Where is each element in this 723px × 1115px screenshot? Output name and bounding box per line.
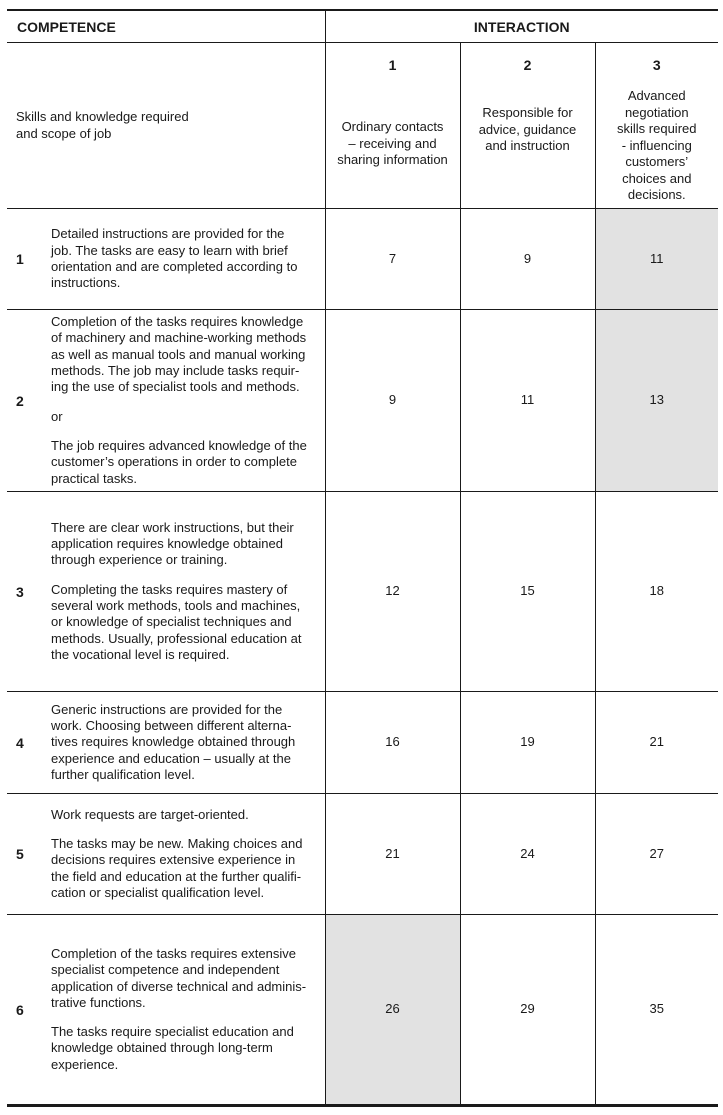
text-line: as well as manual tools and manual working (51, 346, 306, 362)
level-desc-line: and instruction (485, 138, 570, 153)
description-paragraph (51, 946, 319, 1011)
text-line: knowledge obtained through long-term (51, 1040, 273, 1056)
skills-label-line: Skills and knowledge required (16, 109, 189, 124)
level-desc-line: – receiving and (348, 135, 437, 151)
competence-cell (7, 209, 325, 310)
table-row (7, 209, 718, 310)
description-paragraph (51, 438, 319, 487)
points-cell: 27 (595, 794, 718, 915)
text-line: methods. Usually, professional education at (51, 630, 302, 646)
level-desc-line: sharing information (337, 152, 448, 167)
level-desc-line: skills required (617, 121, 697, 136)
text-line: of machinery and machine-working methods (51, 330, 307, 346)
description-paragraph (51, 807, 319, 823)
text-line: Detailed instructions are provided for the (51, 226, 285, 242)
description-paragraph (51, 226, 319, 291)
text-line: trative functions. (51, 994, 146, 1010)
table-row (7, 492, 718, 692)
description-paragraph (51, 314, 319, 395)
text-line: methods. The job may include tasks requir- (51, 363, 300, 379)
text-line: application requires knowledge obtained (51, 536, 283, 552)
level-desc-line: negotiation (624, 104, 689, 120)
text-line: Completion of the tasks requires knowledge (51, 314, 304, 330)
text-line: There are clear work instructions, but their (51, 519, 294, 535)
competence-description (51, 946, 319, 1073)
text-line: application of diverse technical and adminis- (51, 978, 307, 994)
text-line: instructions. (51, 275, 121, 291)
competence-level-number: 4 (16, 734, 24, 751)
interaction-level-2 (460, 43, 595, 209)
level-desc-line: decisions. (627, 187, 686, 202)
competence-level-number: 2 (16, 392, 24, 409)
text-line: experience. (51, 1056, 119, 1072)
text-line: The job requires advanced knowledge of the (51, 437, 307, 453)
level-number: 3 (652, 57, 661, 73)
points-cell: 12 (325, 492, 460, 692)
text-line: decisions requires extensive experience in (51, 852, 296, 868)
text-line: customer’s operations in order to complete (51, 454, 297, 470)
text-line: several work methods, tools and machines, (51, 598, 301, 613)
text-line: specialist competence and independent (51, 962, 280, 978)
level-number: 1 (388, 57, 397, 73)
competence-cell (7, 794, 325, 915)
text-line: or (51, 408, 63, 424)
text-line: experience and education – usually at the (51, 750, 291, 766)
table-row (7, 915, 718, 1106)
competence-level-number: 1 (16, 250, 24, 267)
level-description (330, 119, 456, 169)
text-line: the field and education at the further qualifi- (51, 868, 302, 884)
interaction-level-1 (325, 43, 460, 209)
description-paragraph (51, 702, 319, 783)
points-cell: 9 (460, 209, 595, 310)
header-row (7, 10, 718, 43)
points-cell: 9 (325, 310, 460, 492)
level-header-row (7, 43, 718, 209)
points-cell: 29 (460, 915, 595, 1106)
interaction-level-3 (595, 43, 718, 209)
text-line: practical tasks. (51, 470, 137, 486)
level-desc-line: - influencing (621, 137, 692, 153)
competence-interaction-table (7, 9, 718, 1107)
points-cell-highlighted: 13 (595, 310, 718, 492)
description-paragraph (51, 582, 319, 663)
competence-description (51, 226, 319, 291)
points-cell: 19 (460, 692, 595, 794)
competence-description (51, 314, 319, 487)
table-row (7, 794, 718, 915)
competence-heading: COMPETENCE (7, 10, 325, 43)
description-paragraph (51, 1024, 319, 1073)
points-cell: 24 (460, 794, 595, 915)
points-cell: 35 (595, 915, 718, 1106)
text-line: ing the use of specialist tools and methods. (51, 379, 300, 395)
text-line: through experience or training. (51, 552, 228, 568)
text-line: job. The tasks are easy to learn with brief (51, 242, 288, 258)
text-line: Generic instructions are provided for the (51, 701, 283, 717)
text-line: the vocational level is required. (51, 646, 230, 662)
level-desc-line: Responsible for (482, 105, 573, 120)
level-description (465, 105, 591, 155)
competence-cell (7, 492, 325, 692)
points-cell: 21 (595, 692, 718, 794)
points-cell-highlighted: 11 (595, 209, 718, 310)
text-line: The tasks require specialist education and (51, 1024, 294, 1040)
competence-cell (7, 310, 325, 492)
points-cell-highlighted: 26 (325, 915, 460, 1106)
text-line: Completion of the tasks requires extensive (51, 945, 296, 961)
text-line: further qualification level. (51, 766, 195, 782)
points-cell: 16 (325, 692, 460, 794)
competence-cell (7, 692, 325, 794)
text-line: work. Choosing between different alterna- (51, 718, 292, 734)
competence-description (51, 702, 319, 783)
competence-description (51, 807, 319, 901)
text-line: Completing the tasks requires mastery of (51, 581, 288, 597)
skills-label-line: and scope of job (16, 125, 112, 141)
description-paragraph (51, 836, 319, 901)
competence-cell (7, 915, 325, 1106)
text-line: The tasks may be new. Making choices and (51, 836, 303, 852)
text-line: tives requires knowledge obtained through (51, 734, 296, 750)
level-desc-line: customers’ (625, 154, 689, 169)
level-desc-line: advice, guidance (478, 121, 577, 137)
competence-level-number: 6 (16, 1001, 24, 1018)
description-paragraph (51, 409, 319, 425)
points-cell: 21 (325, 794, 460, 915)
text-line: orientation and are completed according to (51, 259, 298, 274)
competence-description (51, 520, 319, 663)
points-cell: 15 (460, 492, 595, 692)
interaction-heading: INTERACTION (325, 10, 718, 43)
level-description (600, 88, 715, 204)
description-paragraph (51, 520, 319, 569)
points-cell: 11 (460, 310, 595, 492)
text-line: Work requests are target-oriented. (51, 806, 249, 822)
text-line: cation or specialist qualification level. (51, 884, 265, 900)
competence-level-number: 3 (16, 583, 24, 600)
skills-scope-label (7, 43, 325, 209)
table-row (7, 310, 718, 492)
text-line: or knowledge of specialist techniques and (51, 614, 292, 630)
points-cell: 18 (595, 492, 718, 692)
level-desc-line: Advanced (627, 88, 686, 103)
table-row (7, 692, 718, 794)
competence-level-number: 5 (16, 845, 24, 862)
level-desc-line: Ordinary contacts (341, 119, 444, 134)
level-desc-line: choices and (622, 170, 692, 186)
level-number: 2 (523, 57, 532, 73)
points-cell: 7 (325, 209, 460, 310)
